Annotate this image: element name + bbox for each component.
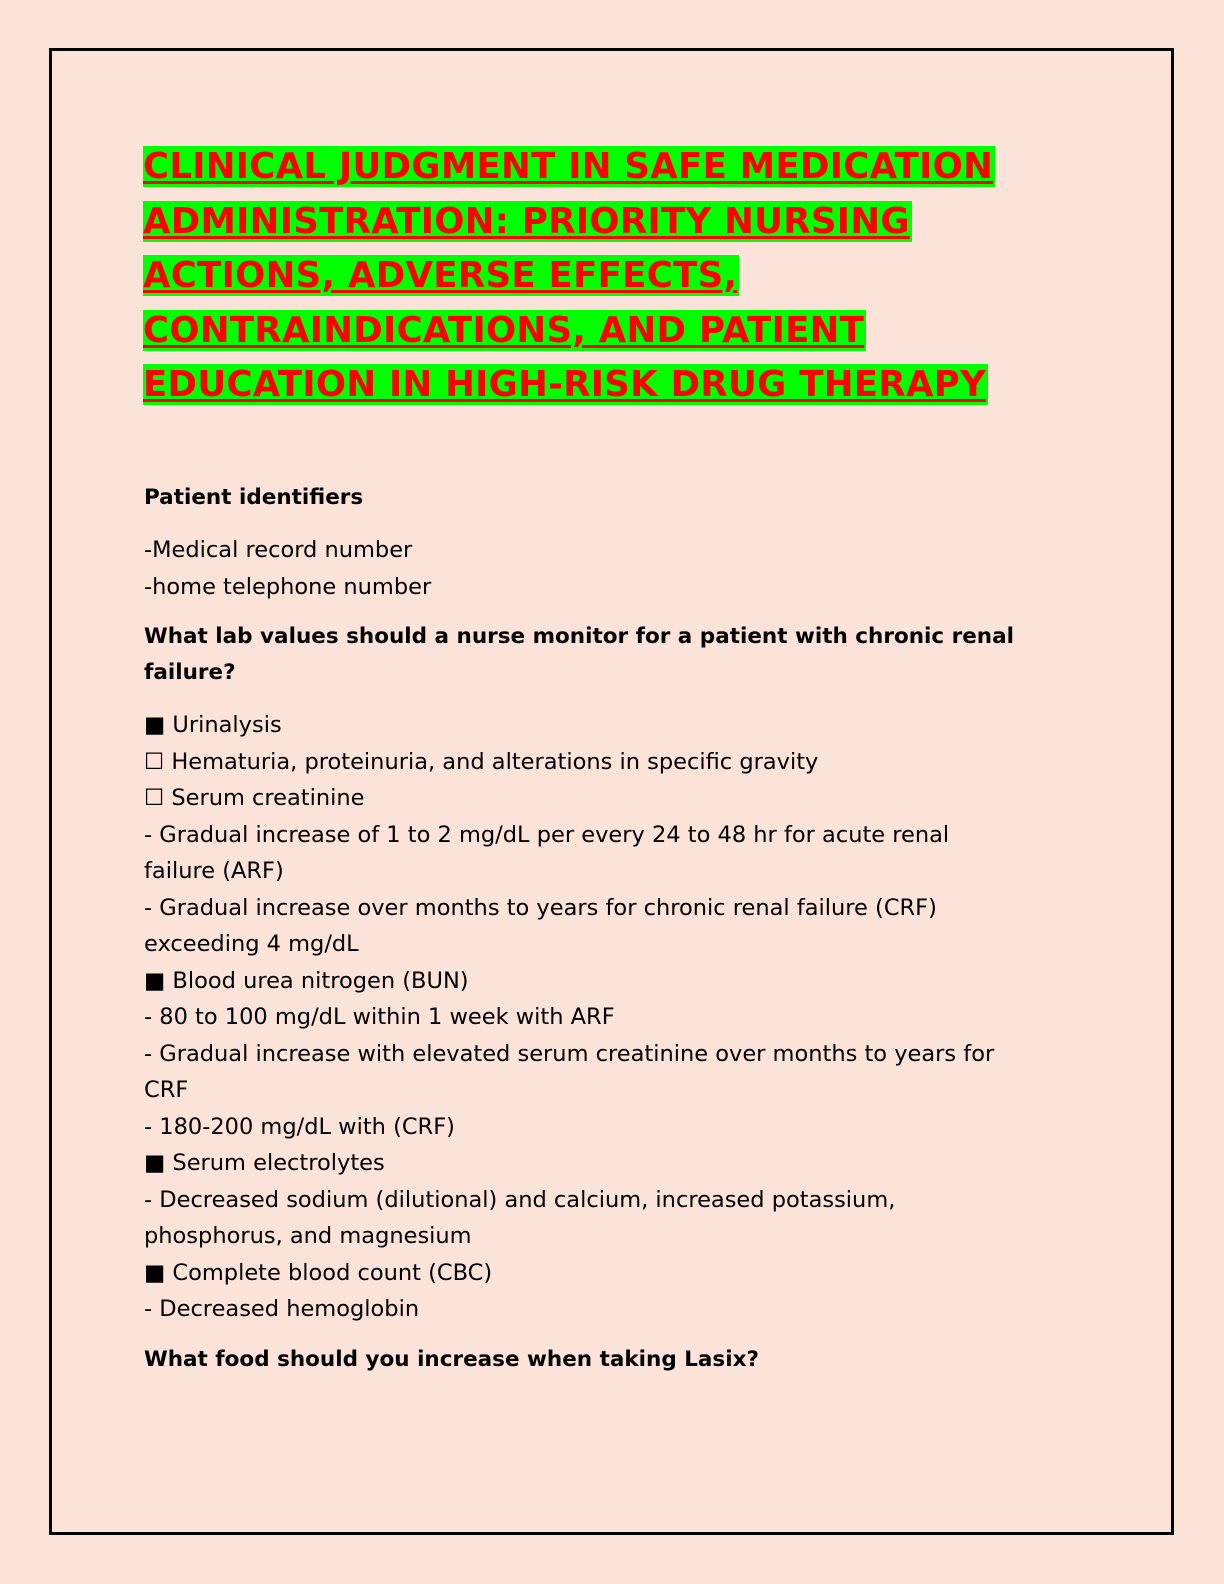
list-item: -Medical record number bbox=[144, 537, 413, 563]
document-title bbox=[143, 140, 1043, 413]
title-line: CLINICAL JUDGMENT IN SAFE MEDICATION bbox=[143, 146, 994, 187]
lab-values-question: What lab values should a nurse monitor for a patient with chronic renal failure? bbox=[144, 624, 1014, 685]
lasix-question: What food should you increase when taking Lasix? bbox=[144, 1346, 759, 1372]
list-item: CRF bbox=[144, 1077, 189, 1103]
list-item: -home telephone number bbox=[144, 573, 432, 600]
title-line: EDUCATION IN HIGH-RISK DRUG THERAPY bbox=[143, 364, 987, 405]
list-item: - Gradual increase of 1 to 2 mg/dL per every 24 to 48 hr for acute renal bbox=[144, 821, 950, 848]
spacer bbox=[144, 1328, 1104, 1342]
list-item: ☐ Serum creatinine bbox=[144, 785, 365, 811]
title-line: CONTRAINDICATIONS, AND PATIENT bbox=[143, 309, 865, 351]
list-item: - 80 to 100 mg/dL within 1 week with ARF bbox=[144, 1004, 615, 1030]
title-line: ADMINISTRATION: PRIORITY NURSING bbox=[143, 200, 910, 242]
list-item: phosphorus, and magnesium bbox=[144, 1223, 472, 1249]
list-item: ■ Serum electrolytes bbox=[144, 1150, 385, 1176]
spacer bbox=[144, 605, 1104, 619]
list-item: ■ Blood urea nitrogen (BUN) bbox=[144, 967, 469, 994]
spacer bbox=[144, 516, 1104, 532]
list-item: - Gradual increase over months to years for chronic renal failure (CRF) bbox=[144, 894, 937, 921]
list-item: ■ Urinalysis bbox=[144, 712, 282, 738]
list-item: - Decreased sodium (dilutional) and calcium, increased potassium, bbox=[144, 1186, 896, 1213]
spacer bbox=[144, 691, 1104, 707]
list-item: ☐ Hematuria, proteinuria, and alterations in specific gravity bbox=[144, 748, 819, 775]
list-item: - 180-200 mg/dL with (CRF) bbox=[144, 1113, 455, 1140]
list-item: failure (ARF) bbox=[144, 858, 284, 884]
list-item: exceeding 4 mg/dL bbox=[144, 931, 359, 957]
document-body bbox=[144, 480, 1104, 1378]
list-item: - Gradual increase with elevated serum creatinine over months to years for bbox=[144, 1040, 995, 1067]
patient-identifiers-heading: Patient identifiers bbox=[144, 485, 364, 510]
list-item: ■ Complete blood count (CBC) bbox=[144, 1259, 493, 1286]
title-line: ACTIONS, ADVERSE EFFECTS, bbox=[143, 255, 738, 296]
list-item: - Decreased hemoglobin bbox=[144, 1296, 420, 1322]
